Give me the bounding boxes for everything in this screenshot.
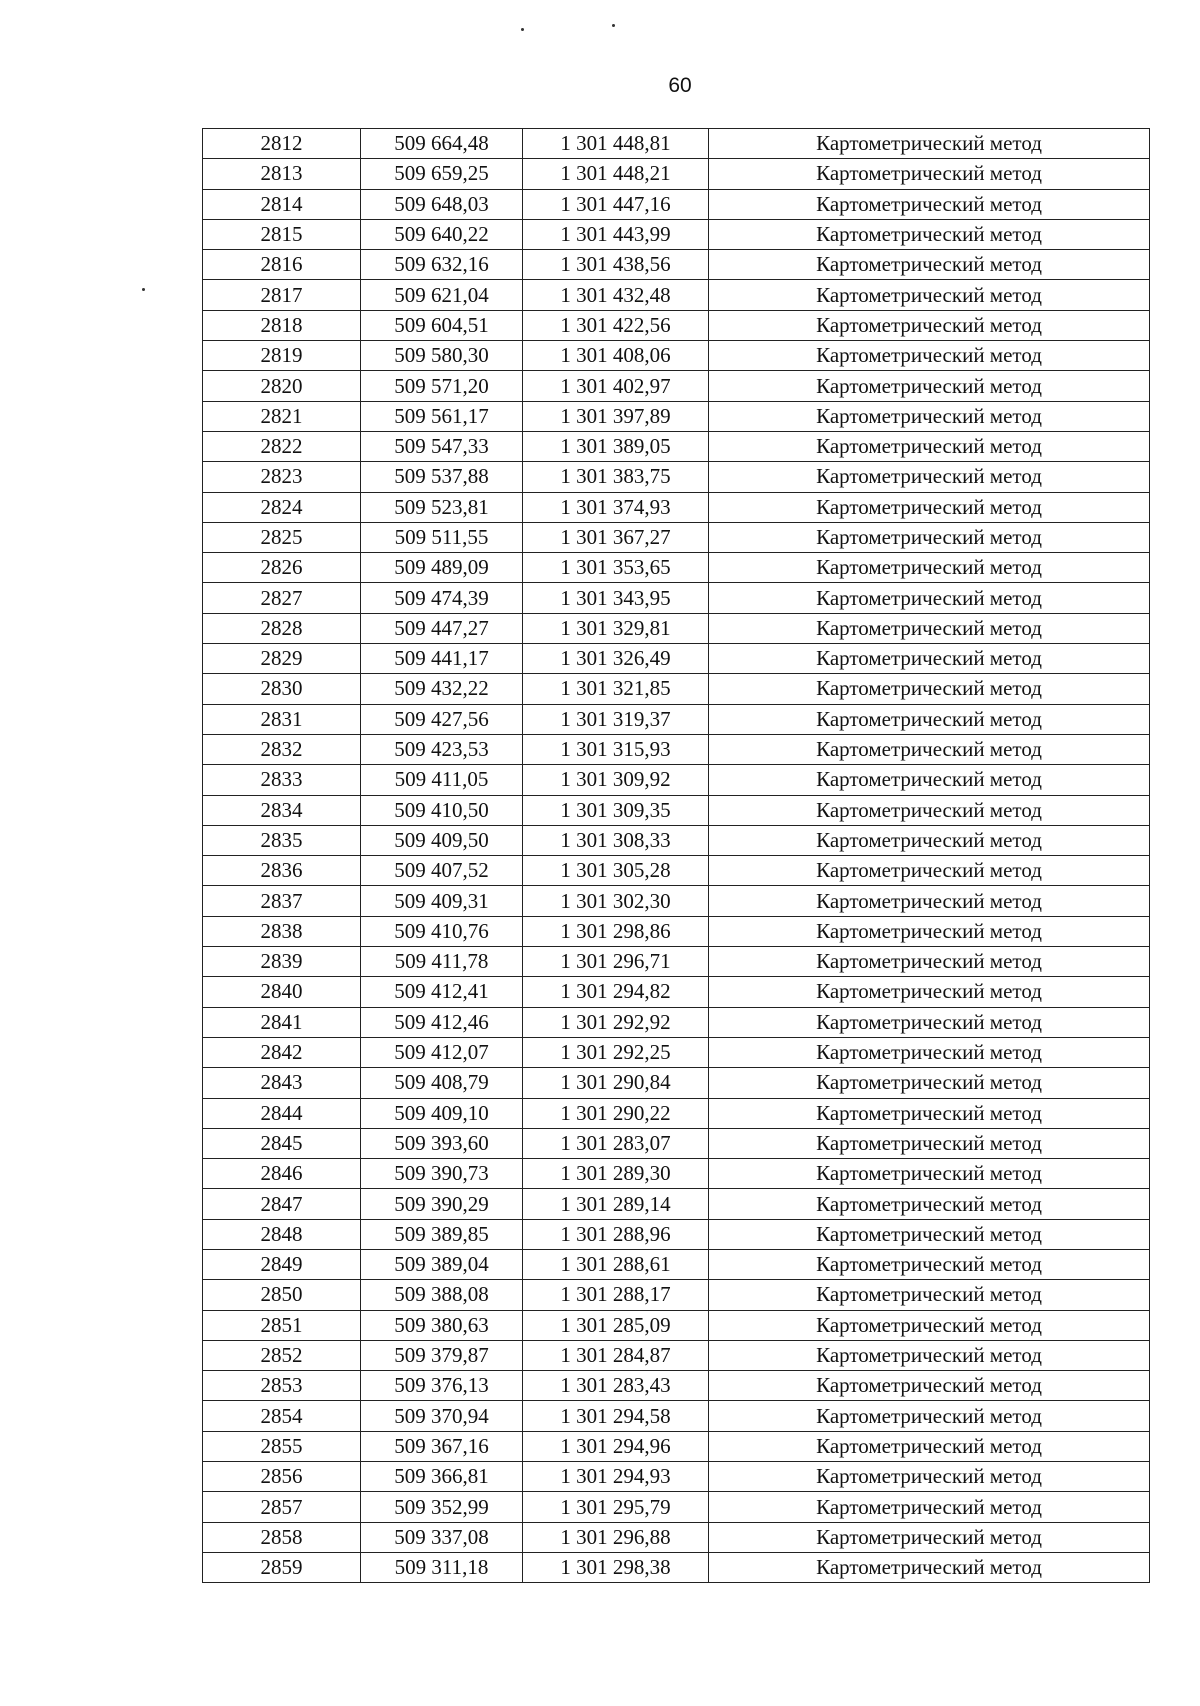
table-row (203, 1007, 1150, 1037)
table-row (203, 553, 1150, 583)
point-number-cell: 2847 (203, 1189, 361, 1219)
y-coordinate-cell: 1 301 389,05 (523, 431, 709, 461)
method-cell: Картометрический метод (709, 492, 1150, 522)
page-number: 60 (668, 74, 692, 97)
point-number-cell: 2830 (203, 674, 361, 704)
table-row (203, 977, 1150, 1007)
table-row (203, 1098, 1150, 1128)
y-coordinate-cell: 1 301 290,84 (523, 1068, 709, 1098)
x-coordinate-cell: 509 664,48 (361, 129, 523, 159)
x-coordinate-cell: 509 561,17 (361, 401, 523, 431)
table-row (203, 310, 1150, 340)
table-row (203, 189, 1150, 219)
point-number-cell: 2832 (203, 734, 361, 764)
method-cell: Картометрический метод (709, 189, 1150, 219)
point-number-cell: 2856 (203, 1462, 361, 1492)
method-cell: Картометрический метод (709, 886, 1150, 916)
table-row (203, 583, 1150, 613)
y-coordinate-cell: 1 301 283,43 (523, 1371, 709, 1401)
y-coordinate-cell: 1 301 432,48 (523, 280, 709, 310)
method-cell: Картометрический метод (709, 704, 1150, 734)
y-coordinate-cell: 1 301 438,56 (523, 250, 709, 280)
method-cell: Картометрический метод (709, 674, 1150, 704)
x-coordinate-cell: 509 474,39 (361, 583, 523, 613)
x-coordinate-cell: 509 423,53 (361, 734, 523, 764)
y-coordinate-cell: 1 301 294,58 (523, 1401, 709, 1431)
point-number-cell: 2814 (203, 189, 361, 219)
x-coordinate-cell: 509 489,09 (361, 553, 523, 583)
method-cell: Картометрический метод (709, 219, 1150, 249)
y-coordinate-cell: 1 301 289,14 (523, 1189, 709, 1219)
point-number-cell: 2852 (203, 1340, 361, 1370)
x-coordinate-cell: 509 621,04 (361, 280, 523, 310)
method-cell: Картометрический метод (709, 1249, 1150, 1279)
x-coordinate-cell: 509 376,13 (361, 1371, 523, 1401)
point-number-cell: 2826 (203, 553, 361, 583)
point-number-cell: 2831 (203, 704, 361, 734)
method-cell: Картометрический метод (709, 1098, 1150, 1128)
y-coordinate-cell: 1 301 447,16 (523, 189, 709, 219)
point-number-cell: 2824 (203, 492, 361, 522)
point-number-cell: 2829 (203, 644, 361, 674)
x-coordinate-cell: 509 523,81 (361, 492, 523, 522)
x-coordinate-cell: 509 389,85 (361, 1219, 523, 1249)
y-coordinate-cell: 1 301 294,96 (523, 1431, 709, 1461)
point-number-cell: 2837 (203, 886, 361, 916)
table-row (203, 462, 1150, 492)
method-cell: Картометрический метод (709, 1189, 1150, 1219)
method-cell: Картометрический метод (709, 1401, 1150, 1431)
method-cell: Картометрический метод (709, 1037, 1150, 1067)
point-number-cell: 2822 (203, 431, 361, 461)
scan-speck (612, 24, 615, 27)
method-cell: Картометрический метод (709, 583, 1150, 613)
method-cell: Картометрический метод (709, 1068, 1150, 1098)
method-cell: Картометрический метод (709, 916, 1150, 946)
point-number-cell: 2835 (203, 825, 361, 855)
x-coordinate-cell: 509 432,22 (361, 674, 523, 704)
table-row (203, 916, 1150, 946)
x-coordinate-cell: 509 389,04 (361, 1249, 523, 1279)
y-coordinate-cell: 1 301 298,86 (523, 916, 709, 946)
table-row (203, 401, 1150, 431)
y-coordinate-cell: 1 301 367,27 (523, 522, 709, 552)
y-coordinate-cell: 1 301 294,82 (523, 977, 709, 1007)
method-cell: Картометрический метод (709, 401, 1150, 431)
coordinates-table-body (203, 129, 1150, 1583)
x-coordinate-cell: 509 393,60 (361, 1128, 523, 1158)
y-coordinate-cell: 1 301 448,81 (523, 129, 709, 159)
method-cell: Картометрический метод (709, 1552, 1150, 1582)
method-cell: Картометрический метод (709, 1007, 1150, 1037)
x-coordinate-cell: 509 410,76 (361, 916, 523, 946)
method-cell: Картометрический метод (709, 947, 1150, 977)
method-cell: Картометрический метод (709, 644, 1150, 674)
x-coordinate-cell: 509 367,16 (361, 1431, 523, 1461)
y-coordinate-cell: 1 301 397,89 (523, 401, 709, 431)
point-number-cell: 2848 (203, 1219, 361, 1249)
y-coordinate-cell: 1 301 305,28 (523, 856, 709, 886)
table-row (203, 765, 1150, 795)
point-number-cell: 2815 (203, 219, 361, 249)
point-number-cell: 2839 (203, 947, 361, 977)
method-cell: Картометрический метод (709, 1280, 1150, 1310)
y-coordinate-cell: 1 301 383,75 (523, 462, 709, 492)
method-cell: Картометрический метод (709, 371, 1150, 401)
point-number-cell: 2813 (203, 159, 361, 189)
method-cell: Картометрический метод (709, 341, 1150, 371)
y-coordinate-cell: 1 301 408,06 (523, 341, 709, 371)
table-row (203, 856, 1150, 886)
table-row (203, 1522, 1150, 1552)
y-coordinate-cell: 1 301 298,38 (523, 1552, 709, 1582)
point-number-cell: 2843 (203, 1068, 361, 1098)
x-coordinate-cell: 509 388,08 (361, 1280, 523, 1310)
x-coordinate-cell: 509 311,18 (361, 1552, 523, 1582)
y-coordinate-cell: 1 301 292,25 (523, 1037, 709, 1067)
scan-speck (142, 288, 145, 291)
table-row (203, 431, 1150, 461)
x-coordinate-cell: 509 412,07 (361, 1037, 523, 1067)
y-coordinate-cell: 1 301 294,93 (523, 1462, 709, 1492)
coordinates-table (202, 128, 1150, 1583)
table-row (203, 522, 1150, 552)
table-row (203, 674, 1150, 704)
y-coordinate-cell: 1 301 283,07 (523, 1128, 709, 1158)
y-coordinate-cell: 1 301 296,88 (523, 1522, 709, 1552)
y-coordinate-cell: 1 301 343,95 (523, 583, 709, 613)
table-row (203, 644, 1150, 674)
method-cell: Картометрический метод (709, 1340, 1150, 1370)
x-coordinate-cell: 509 379,87 (361, 1340, 523, 1370)
y-coordinate-cell: 1 301 329,81 (523, 613, 709, 643)
y-coordinate-cell: 1 301 292,92 (523, 1007, 709, 1037)
method-cell: Картометрический метод (709, 734, 1150, 764)
method-cell: Картометрический метод (709, 159, 1150, 189)
point-number-cell: 2858 (203, 1522, 361, 1552)
x-coordinate-cell: 509 408,79 (361, 1068, 523, 1098)
point-number-cell: 2851 (203, 1310, 361, 1340)
point-number-cell: 2845 (203, 1128, 361, 1158)
x-coordinate-cell: 509 370,94 (361, 1401, 523, 1431)
method-cell: Картометрический метод (709, 613, 1150, 643)
point-number-cell: 2823 (203, 462, 361, 492)
point-number-cell: 2854 (203, 1401, 361, 1431)
method-cell: Картометрический метод (709, 1128, 1150, 1158)
method-cell: Картометрический метод (709, 522, 1150, 552)
y-coordinate-cell: 1 301 289,30 (523, 1159, 709, 1189)
x-coordinate-cell: 509 390,73 (361, 1159, 523, 1189)
x-coordinate-cell: 509 580,30 (361, 341, 523, 371)
x-coordinate-cell: 509 447,27 (361, 613, 523, 643)
point-number-cell: 2857 (203, 1492, 361, 1522)
x-coordinate-cell: 509 547,33 (361, 431, 523, 461)
method-cell: Картометрический метод (709, 129, 1150, 159)
table-row (203, 159, 1150, 189)
table-row (203, 1159, 1150, 1189)
x-coordinate-cell: 509 409,31 (361, 886, 523, 916)
x-coordinate-cell: 509 604,51 (361, 310, 523, 340)
table-row (203, 1552, 1150, 1582)
method-cell: Картометрический метод (709, 310, 1150, 340)
table-row (203, 250, 1150, 280)
table-row (203, 1492, 1150, 1522)
point-number-cell: 2838 (203, 916, 361, 946)
y-coordinate-cell: 1 301 326,49 (523, 644, 709, 674)
x-coordinate-cell: 509 411,78 (361, 947, 523, 977)
point-number-cell: 2834 (203, 795, 361, 825)
x-coordinate-cell: 509 511,55 (361, 522, 523, 552)
y-coordinate-cell: 1 301 443,99 (523, 219, 709, 249)
x-coordinate-cell: 509 427,56 (361, 704, 523, 734)
y-coordinate-cell: 1 301 284,87 (523, 1340, 709, 1370)
x-coordinate-cell: 509 390,29 (361, 1189, 523, 1219)
table-row (203, 1128, 1150, 1158)
point-number-cell: 2821 (203, 401, 361, 431)
x-coordinate-cell: 509 407,52 (361, 856, 523, 886)
point-number-cell: 2820 (203, 371, 361, 401)
table-row (203, 886, 1150, 916)
point-number-cell: 2825 (203, 522, 361, 552)
table-row (203, 947, 1150, 977)
x-coordinate-cell: 509 412,41 (361, 977, 523, 1007)
point-number-cell: 2818 (203, 310, 361, 340)
y-coordinate-cell: 1 301 315,93 (523, 734, 709, 764)
table-row (203, 1371, 1150, 1401)
method-cell: Картометрический метод (709, 856, 1150, 886)
x-coordinate-cell: 509 632,16 (361, 250, 523, 280)
x-coordinate-cell: 509 366,81 (361, 1462, 523, 1492)
table-row (203, 371, 1150, 401)
table-row (203, 1310, 1150, 1340)
point-number-cell: 2855 (203, 1431, 361, 1461)
x-coordinate-cell: 509 571,20 (361, 371, 523, 401)
x-coordinate-cell: 509 409,50 (361, 825, 523, 855)
y-coordinate-cell: 1 301 353,65 (523, 553, 709, 583)
point-number-cell: 2841 (203, 1007, 361, 1037)
y-coordinate-cell: 1 301 309,35 (523, 795, 709, 825)
y-coordinate-cell: 1 301 319,37 (523, 704, 709, 734)
table-row (203, 734, 1150, 764)
method-cell: Картометрический метод (709, 1371, 1150, 1401)
y-coordinate-cell: 1 301 290,22 (523, 1098, 709, 1128)
point-number-cell: 2816 (203, 250, 361, 280)
x-coordinate-cell: 509 441,17 (361, 644, 523, 674)
y-coordinate-cell: 1 301 288,96 (523, 1219, 709, 1249)
y-coordinate-cell: 1 301 288,61 (523, 1249, 709, 1279)
x-coordinate-cell: 509 537,88 (361, 462, 523, 492)
table-row (203, 1280, 1150, 1310)
y-coordinate-cell: 1 301 288,17 (523, 1280, 709, 1310)
y-coordinate-cell: 1 301 309,92 (523, 765, 709, 795)
table-row (203, 280, 1150, 310)
method-cell: Картометрический метод (709, 795, 1150, 825)
point-number-cell: 2836 (203, 856, 361, 886)
x-coordinate-cell: 509 659,25 (361, 159, 523, 189)
y-coordinate-cell: 1 301 296,71 (523, 947, 709, 977)
table-row (203, 492, 1150, 522)
table-row (203, 1219, 1150, 1249)
method-cell: Картометрический метод (709, 1462, 1150, 1492)
method-cell: Картометрический метод (709, 553, 1150, 583)
x-coordinate-cell: 509 409,10 (361, 1098, 523, 1128)
x-coordinate-cell: 509 640,22 (361, 219, 523, 249)
point-number-cell: 2844 (203, 1098, 361, 1128)
table-row (203, 825, 1150, 855)
point-number-cell: 2840 (203, 977, 361, 1007)
method-cell: Картометрический метод (709, 1159, 1150, 1189)
scan-speck (521, 28, 524, 31)
method-cell: Картометрический метод (709, 280, 1150, 310)
method-cell: Картометрический метод (709, 250, 1150, 280)
x-coordinate-cell: 509 337,08 (361, 1522, 523, 1552)
y-coordinate-cell: 1 301 422,56 (523, 310, 709, 340)
y-coordinate-cell: 1 301 285,09 (523, 1310, 709, 1340)
y-coordinate-cell: 1 301 374,93 (523, 492, 709, 522)
table-row (203, 1401, 1150, 1431)
y-coordinate-cell: 1 301 321,85 (523, 674, 709, 704)
point-number-cell: 2833 (203, 765, 361, 795)
table-row (203, 1189, 1150, 1219)
table-row (203, 219, 1150, 249)
method-cell: Картометрический метод (709, 765, 1150, 795)
table-row (203, 795, 1150, 825)
table-row (203, 1462, 1150, 1492)
method-cell: Картометрический метод (709, 1219, 1150, 1249)
point-number-cell: 2827 (203, 583, 361, 613)
x-coordinate-cell: 509 380,63 (361, 1310, 523, 1340)
point-number-cell: 2842 (203, 1037, 361, 1067)
point-number-cell: 2850 (203, 1280, 361, 1310)
method-cell: Картометрический метод (709, 462, 1150, 492)
y-coordinate-cell: 1 301 448,21 (523, 159, 709, 189)
point-number-cell: 2849 (203, 1249, 361, 1279)
method-cell: Картометрический метод (709, 1310, 1150, 1340)
table-row (203, 1431, 1150, 1461)
x-coordinate-cell: 509 352,99 (361, 1492, 523, 1522)
method-cell: Картометрический метод (709, 977, 1150, 1007)
point-number-cell: 2828 (203, 613, 361, 643)
table-row (203, 341, 1150, 371)
method-cell: Картометрический метод (709, 1492, 1150, 1522)
table-row (203, 1068, 1150, 1098)
y-coordinate-cell: 1 301 302,30 (523, 886, 709, 916)
table-row (203, 129, 1150, 159)
table-row (203, 613, 1150, 643)
table-row (203, 1037, 1150, 1067)
y-coordinate-cell: 1 301 402,97 (523, 371, 709, 401)
point-number-cell: 2817 (203, 280, 361, 310)
point-number-cell: 2812 (203, 129, 361, 159)
method-cell: Картометрический метод (709, 1431, 1150, 1461)
point-number-cell: 2846 (203, 1159, 361, 1189)
table-row (203, 704, 1150, 734)
method-cell: Картометрический метод (709, 431, 1150, 461)
point-number-cell: 2859 (203, 1552, 361, 1582)
method-cell: Картометрический метод (709, 1522, 1150, 1552)
point-number-cell: 2853 (203, 1371, 361, 1401)
method-cell: Картометрический метод (709, 825, 1150, 855)
x-coordinate-cell: 509 648,03 (361, 189, 523, 219)
table-row (203, 1249, 1150, 1279)
y-coordinate-cell: 1 301 308,33 (523, 825, 709, 855)
y-coordinate-cell: 1 301 295,79 (523, 1492, 709, 1522)
table-row (203, 1340, 1150, 1370)
point-number-cell: 2819 (203, 341, 361, 371)
x-coordinate-cell: 509 411,05 (361, 765, 523, 795)
x-coordinate-cell: 509 410,50 (361, 795, 523, 825)
x-coordinate-cell: 509 412,46 (361, 1007, 523, 1037)
